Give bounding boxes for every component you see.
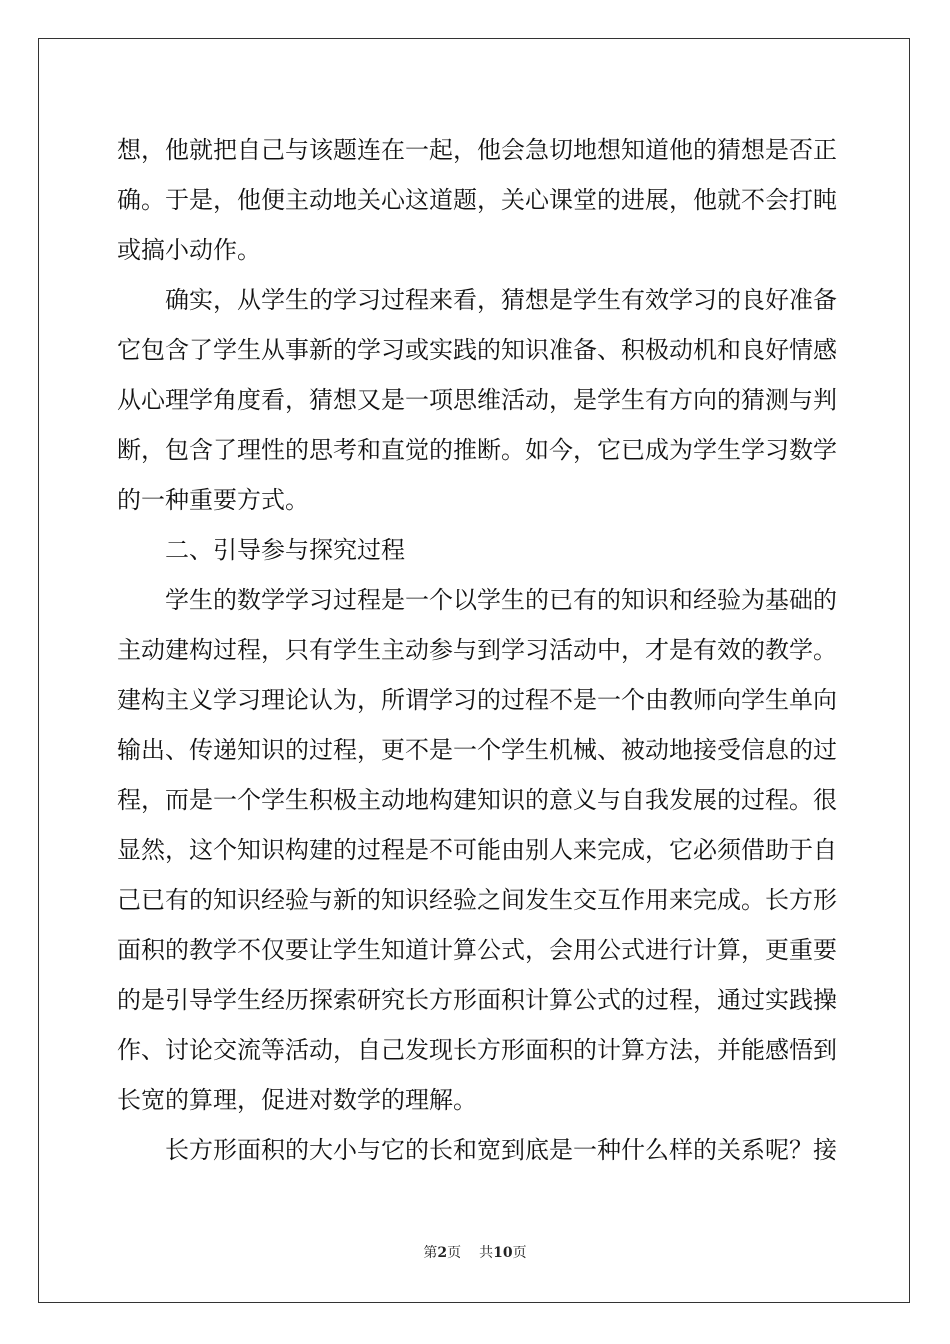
page-number-label — [423, 1245, 461, 1261]
footer-text: 共 — [479, 1245, 494, 1261]
total-pages-label — [479, 1245, 526, 1261]
page-footer — [0, 1244, 950, 1262]
total-page-count: 10 — [493, 1245, 513, 1261]
footer-text: 第 — [423, 1245, 438, 1261]
text-line: 从心理学角度看，猜想又是一项思维活动，是学生有方向的猜测与判 — [117, 386, 837, 414]
text-line: 输出、传递知识的过程，更不是一个学生机械、被动地接受信息的过 — [117, 736, 837, 764]
section-heading: 二、引导参与探究过程 — [117, 536, 405, 564]
text-line: 或搞小动作。 — [117, 236, 261, 264]
text-line: 显然，这个知识构建的过程是不可能由别人来完成，它必须借助于自 — [117, 836, 837, 864]
text-line: 作、讨论交流等活动，自己发现长方形面积的计算方法，并能感悟到 — [117, 1036, 837, 1064]
text-line: 主动建构过程，只有学生主动参与到学习活动中，才是有效的教学。 — [117, 636, 837, 664]
text-line: 面积的教学不仅要让学生知道计算公式，会用公式进行计算，更重要 — [117, 936, 837, 964]
footer-text: 页 — [512, 1245, 527, 1261]
text-line: 断，包含了理性的思考和直觉的推断。如今，它已成为学生学习数学 — [117, 436, 837, 464]
text-line: 它包含了学生从事新的学习或实践的知识准备、积极动机和良好情感 — [117, 336, 837, 364]
text-line: 想，他就把自己与该题连在一起，他会急切地想知道他的猜想是否正 — [117, 136, 837, 164]
text-line: 确实，从学生的学习过程来看，猜想是学生有效学习的良好准备 — [117, 286, 837, 314]
text-line: 己已有的知识经验与新的知识经验之间发生交互作用来完成。长方形 — [117, 886, 837, 914]
text-line: 的是引导学生经历探索研究长方形面积计算公式的过程，通过实践操 — [117, 986, 837, 1014]
text-line: 学生的数学学习过程是一个以学生的已有的知识和经验为基础的 — [117, 586, 837, 614]
text-line: 长宽的算理，促进对数学的理解。 — [117, 1086, 477, 1114]
text-line: 的一种重要方式。 — [117, 486, 309, 514]
footer-text: 页 — [447, 1245, 462, 1261]
current-page-number: 2 — [437, 1245, 448, 1261]
text-line: 程，而是一个学生积极主动地构建知识的意义与自我发展的过程。很 — [117, 786, 837, 814]
text-line: 建构主义学习理论认为，所谓学习的过程不是一个由教师向学生单向 — [117, 686, 837, 714]
text-line: 确。于是，他便主动地关心这道题，关心课堂的进展，他就不会打盹 — [117, 186, 837, 214]
text-line: 长方形面积的大小与它的长和宽到底是一种什么样的关系呢？接 — [117, 1136, 837, 1164]
